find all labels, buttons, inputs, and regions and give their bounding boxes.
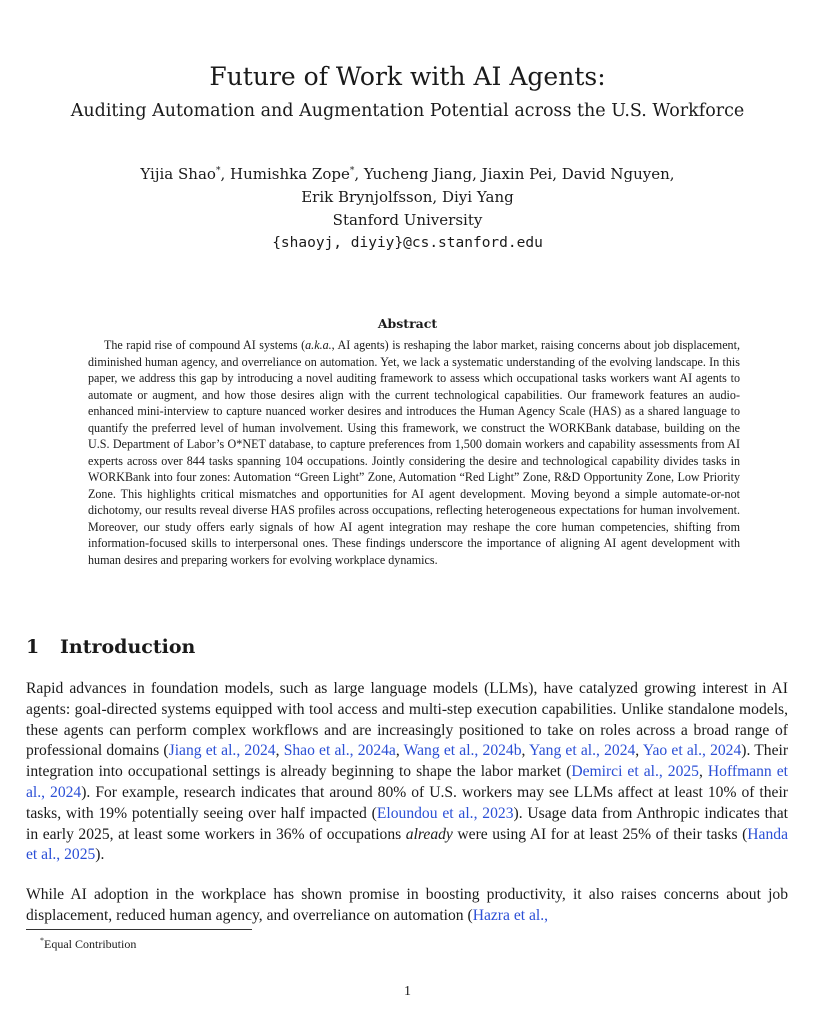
citation-link[interactable]: Demirci et al., 2025	[571, 763, 699, 781]
citation-link[interactable]: Eloundou et al., 2023	[376, 804, 514, 822]
author-line-1: Yijia Shao*, Humishka Zope*, Yucheng Jiang, Jiaxin Pei, David Nguyen,	[140, 165, 675, 183]
footnote-text: Equal Contribution	[44, 937, 137, 951]
citation-link[interactable]: Wang et al., 2024b	[403, 742, 522, 760]
intro-paragraph-2: While AI adoption in the workplace has shown promise in boosting productivity, it also raises concerns about job displacement, reduced human agency, and overreliance on automation (Hazra et al.,	[26, 886, 788, 924]
affiliation: Stanford University	[332, 211, 483, 229]
author-name: Humishka Zope	[229, 165, 350, 183]
footnote	[40, 936, 136, 952]
author-name: Jiaxin Pei	[481, 165, 553, 183]
citation-link[interactable]: Yao et al., 2024	[642, 742, 742, 760]
citation-link[interactable]: Handa et al., 2025	[26, 825, 788, 864]
citation-link[interactable]: Hoffmann et al., 2024	[26, 763, 789, 801]
page-number: 1	[404, 984, 411, 999]
author-name: Yucheng Jiang	[363, 165, 473, 183]
intro-paragraph-1: Rapid advances in foundation models, such as large language models (LLMs), have catalyzed growing interest in AI agents: goal-directed systems equipped with tool access and multi-step execution capabilities. Unlike standalone models, these agents can perform complex workflows and are increasingly positioned to take on roles across a broad range of professional domains (Jiang et al., 2024, Shao et al., 2024a, Wang et al., 2024b, Yang et al., 2024, Yao et al., 2024). Their integration into occupational settings is already beginning to shape the labor market (Demirci et al., 2025, Hoffmann et al., 2024). For example, research indicates that around 80% of U.S. workers may see LLMs affect at least 10% of their tasks, with 19% potentially seeing over half impacted (Eloundou et al., 2023). Usage data from Anthropic indicates that in early 2025, at least some workers in 36% of occupations already were using AI for at least 25% of their tasks (Handa et al., 2025).	[26, 680, 789, 864]
paper-subtitle: Auditing Automation and Augmentation Potential across the U.S. Workforce	[70, 101, 745, 121]
abstract-text: The rapid rise of compound AI systems (a.k.a., AI agents) is reshaping the labor market, raising concerns about job displacement, diminished human agency, and overreliance on automation. Yet, we lack a systematic understanding of the evolving landscape. In this paper, we address this gap by introducing a novel auditing framework to assess which occupational tasks workers want AI agents to automate or augment, and how those desires align with the current technological capabilities. Our framework features an audio-enhanced mini-interview to capture nuanced worker desires and introduces the Human Agency Scale (HAS) as a shared language to quantify the preferred level of human involvement. Using this framework, we construct the WORKBank database, building on the U.S. Department of Labor’s O*NET database, to capture preferences from 1,500 domain workers and capability assessments from AI experts across over 844 tasks spanning 104 occupations. Jointly considering the desire and technological capability divides tasks in WORKBank into four zones: Automation “Green Light” Zone, Automation “Red Light” Zone, R&D Opportunity Zone, Low Priority Zone. This highlights critical mismatches and opportunities for AI agent development. Moving beyond a simple automate-or-not dichotomy, our results reveal diverse HAS profiles across occupations, reflecting heterogeneous expectations for human involvement. Moreover, our study offers early signals of how AI agent integration may reshape the core human competencies, shifting from information-focused skills to interpersonal ones. These findings underscore the importance of aligning AI agent development with human desires and preparing workers for evolving workplace dynamics.	[88, 338, 740, 567]
citation-link[interactable]: Hazra et al.,	[472, 906, 549, 924]
footnote-divider	[26, 929, 252, 930]
equal-contribution-mark: *	[215, 166, 221, 176]
equal-contribution-mark: *	[349, 166, 355, 176]
footnote-mark: *	[40, 936, 44, 945]
abstract-heading: Abstract	[377, 316, 438, 331]
author-name: Yijia Shao	[140, 165, 216, 183]
citation-link[interactable]: Jiang et al., 2024	[168, 742, 276, 760]
emphasis-text: a.k.a.	[305, 338, 332, 352]
emphasis-text: already	[405, 825, 453, 843]
author-line-2: Erik Brynjolfsson, Diyi Yang	[301, 188, 514, 206]
section-number: 1	[26, 636, 40, 658]
section-heading-introduction	[26, 636, 195, 658]
author-name: David Nguyen	[561, 165, 670, 183]
author-email[interactable]: {shaoyj, diyiy}@cs.stanford.edu	[272, 235, 543, 251]
paper-title: Future of Work with AI Agents:	[209, 62, 606, 91]
author-block	[0, 160, 815, 255]
citation-link[interactable]: Yang et al., 2024	[529, 742, 636, 760]
citation-link[interactable]: Shao et al., 2024a	[283, 742, 396, 760]
section-title: Introduction	[60, 636, 196, 658]
